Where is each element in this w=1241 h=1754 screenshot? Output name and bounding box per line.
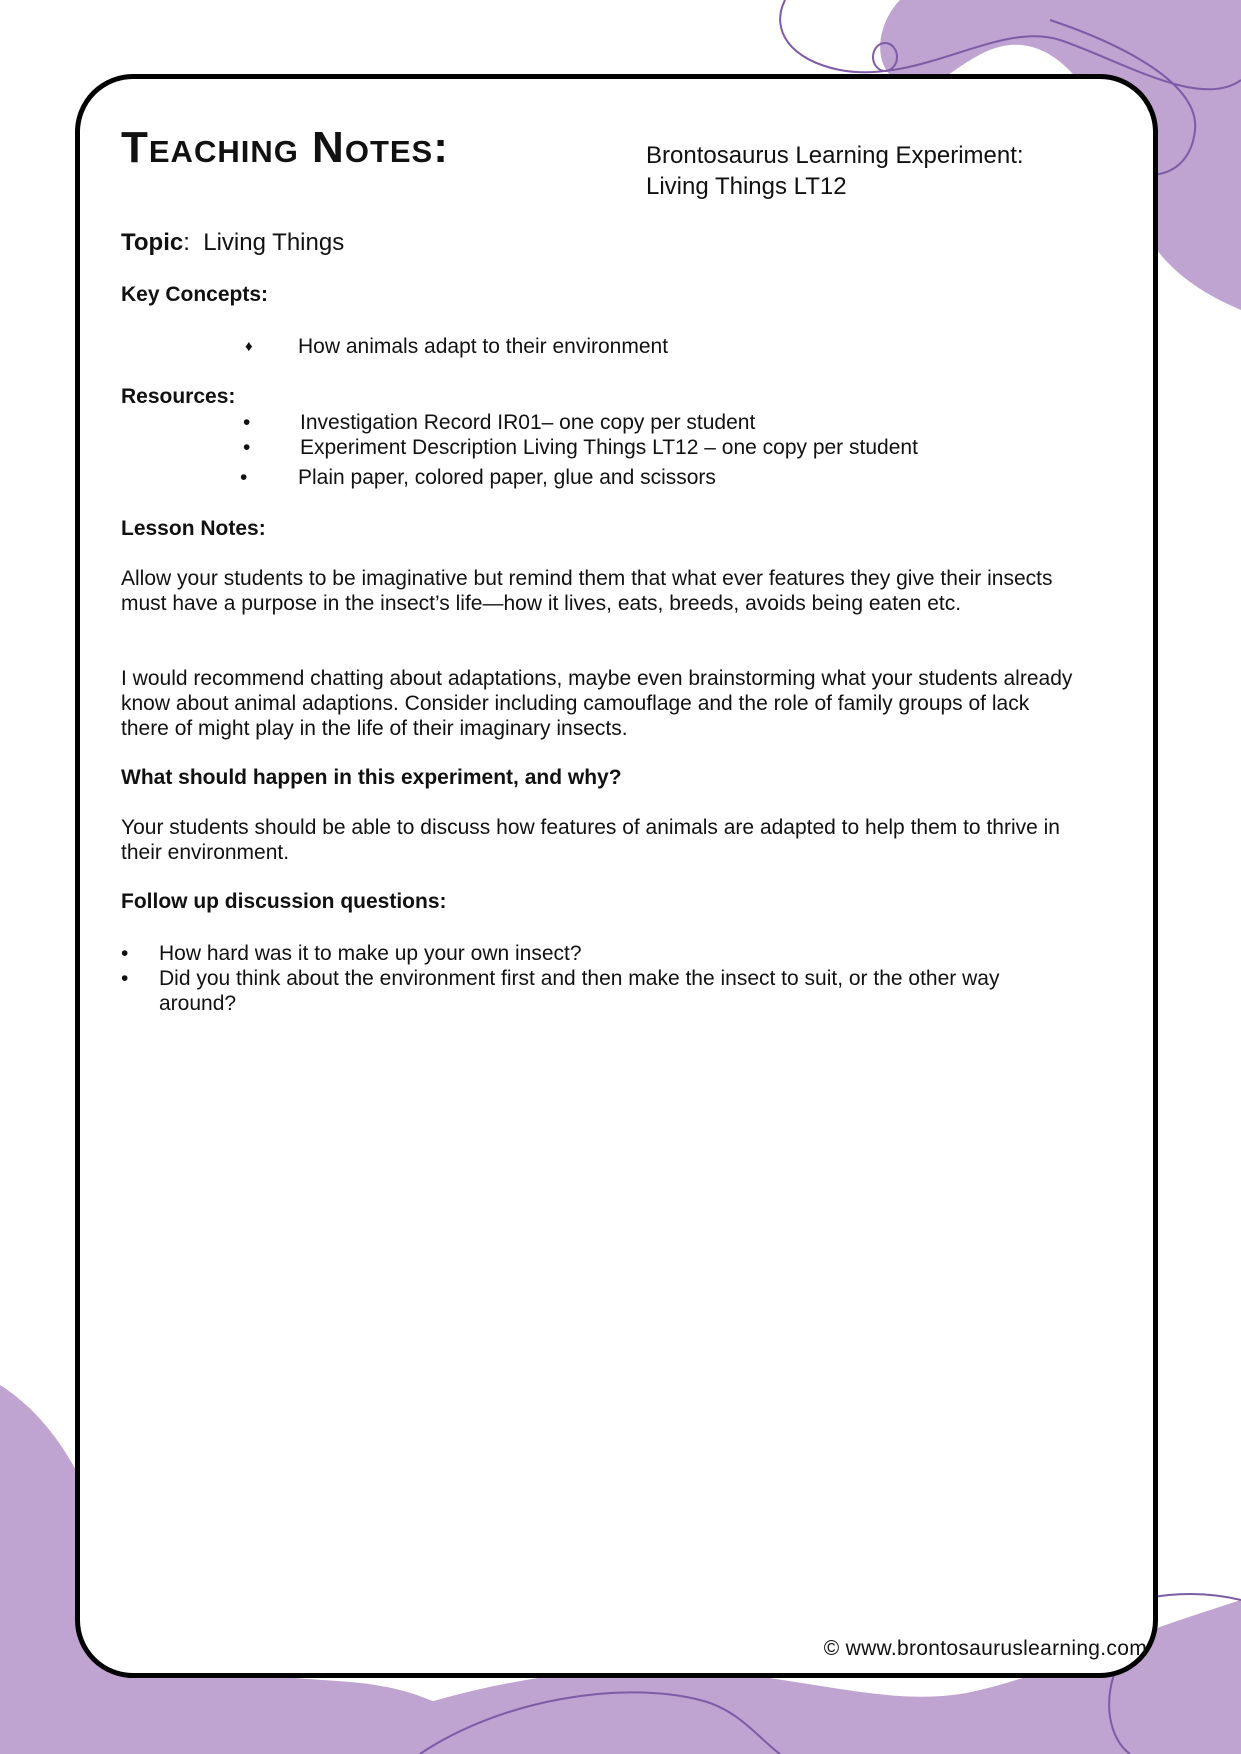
- page-title: Teaching Notes:: [121, 123, 449, 172]
- copyright-footer: © www.brontosauruslearning.com: [823, 1637, 1147, 1660]
- follow-up-item: [121, 966, 1081, 1016]
- bullet-icon: •: [243, 436, 251, 459]
- experiment-line-1: Brontosaurus Learning Experiment:: [646, 142, 1024, 169]
- bullet-icon: •: [121, 942, 129, 965]
- follow-up-text: How hard was it to make up your own insect?: [159, 942, 582, 965]
- follow-up-heading: Follow up discussion questions:: [121, 890, 447, 913]
- topic-value: Living Things: [203, 229, 345, 256]
- bullet-icon: •: [121, 967, 129, 990]
- topic-label: Topic: [121, 229, 184, 256]
- lesson-notes-heading: Lesson Notes:: [121, 517, 266, 540]
- diamond-bullet-icon: ♦: [245, 338, 253, 355]
- experiment-line-2: Living Things LT12: [646, 173, 847, 200]
- resource-text: Investigation Record IR01– one copy per student: [300, 411, 756, 434]
- resources-heading: Resources:: [121, 385, 236, 408]
- follow-up-text: Did you think about the environment first and then make the insect to suit, or the other way around?: [159, 967, 1000, 1015]
- expected-outcome-paragraph: Your students should be able to discuss how features of animals are adapted to help them to thrive in their environment.: [121, 816, 1060, 864]
- bullet-icon: •: [240, 466, 248, 489]
- resource-text: Plain paper, colored paper, glue and scissors: [298, 466, 716, 489]
- bullet-icon: •: [243, 411, 251, 434]
- resource-text: Experiment Description Living Things LT12 – one copy per student: [300, 436, 918, 459]
- key-concept-text: How animals adapt to their environment: [298, 335, 669, 358]
- content-card: [75, 74, 1158, 1678]
- lesson-notes-paragraph-1: Allow your students to be imaginative but remind them that what ever features they give their insects must have a purpose in the insect’s life—how it lives, eats, breeds, avoids being eaten etc.: [121, 567, 1053, 615]
- lesson-notes-paragraph-2: I would recommend chatting about adaptations, maybe even brainstorming what your students already know about animal adaptions. Consider including camouflage and the role of family groups of lack there of might play in the life of their imaginary insects.: [121, 667, 1073, 740]
- key-concepts-heading: Key Concepts:: [121, 283, 269, 306]
- topic-separator: :: [183, 229, 190, 256]
- topic-line: [121, 228, 344, 258]
- experiment-reference: [646, 140, 1024, 202]
- expected-outcome-heading: What should happen in this experiment, and why?: [121, 766, 622, 789]
